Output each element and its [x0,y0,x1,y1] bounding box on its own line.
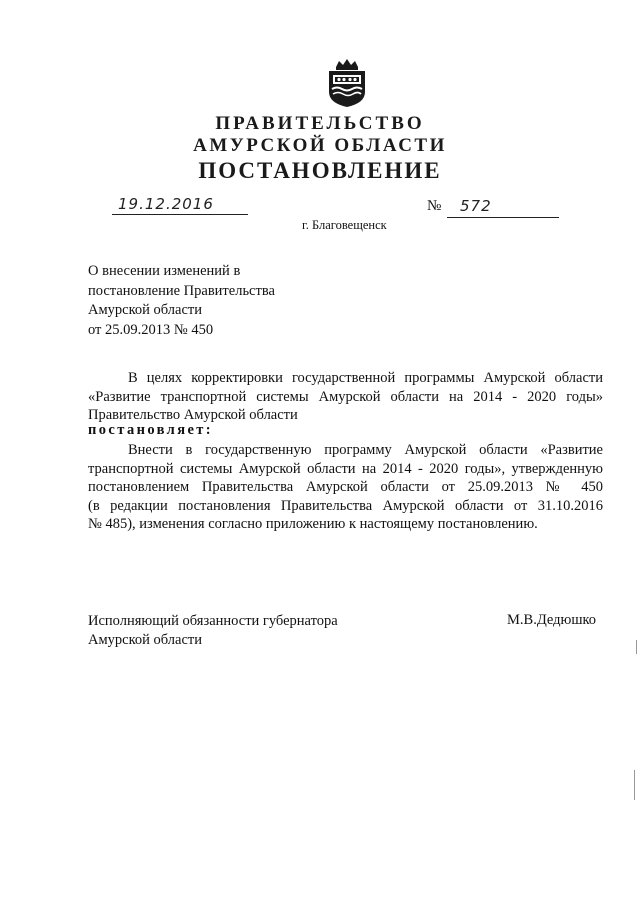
document-type-title: ПОСТАНОВЛЕНИЕ [198,158,442,183]
text-line: «Развитие транспортной системы Амурской области на 2014 - 2020 годы» [88,388,603,405]
subject-line: Амурской области [88,302,202,318]
government-title: ПРАВИТЕЛЬСТВО [215,113,425,134]
date-underline [112,214,248,215]
text-line: транспортной системы Амурской области на 2014 - 2020 годы», утвержденную [88,460,603,477]
city-name: г. Благовещенск [302,218,387,232]
number-underline [447,217,559,218]
text-line: постановлением Правительства Амурской области от 25.09.2013 № 450 [88,479,603,495]
region-title: АМУРСКОЙ ОБЛАСТИ [193,135,447,156]
coat-of-arms-icon [324,58,370,108]
handwritten-date: 19.12.2016 [118,195,214,213]
handwritten-number: 572 [460,197,492,215]
scan-edge-mark [634,770,635,800]
signer-position-line: Исполняющий обязанности губернатора [88,613,338,629]
subject-line: от 25.09.2013 № 450 [88,321,214,338]
text-line: (в редакции постановления Правительства Амурской области от 31.10.2016 [88,497,603,514]
decree-subject [88,262,275,340]
preamble-paragraph [88,369,603,425]
signer-name: М.В.Дедюшко [507,612,597,628]
subject-line: постановление Правительства [88,282,275,299]
text-line: Внести в государственную программу Амурской области «Развитие [128,442,603,458]
operative-paragraph [88,441,603,534]
text-line: В целях корректировки государственной программы Амурской области [128,370,603,386]
number-label: № [427,198,442,214]
resolves-heading: постановляет: [88,422,214,438]
text-line: № 485), изменения согласно приложению к настоящему постановлению. [88,516,538,532]
subject-line: О внесении изменений в [88,263,241,279]
scan-edge-mark [636,640,637,654]
signer-position [88,612,338,650]
text-line: Правительство Амурской области [88,407,298,423]
signer-position-line: Амурской области [88,632,202,648]
